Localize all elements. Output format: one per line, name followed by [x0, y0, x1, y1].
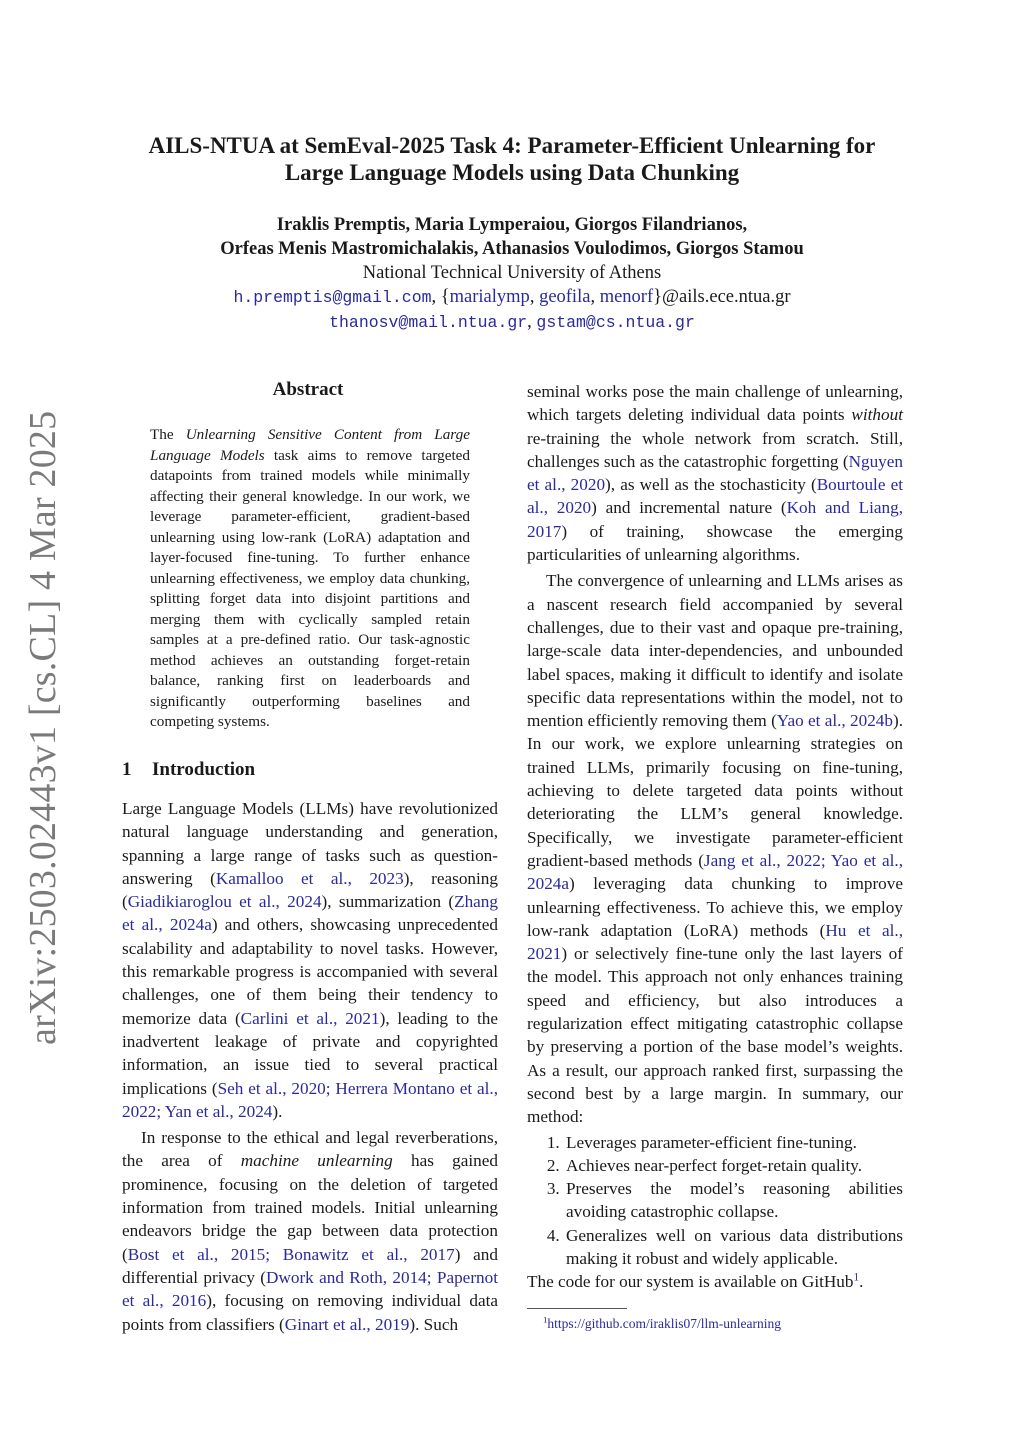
intro-paragraph-2	[122, 1126, 498, 1336]
citation-link[interactable]: Yao et al., 2024b	[776, 711, 893, 731]
email-link-premptis[interactable]: h.premptis@gmail.com	[233, 288, 432, 307]
email-sep: , {	[431, 287, 450, 307]
text-run: ). Such	[409, 1314, 459, 1334]
list-item: 4. Generalizes well on various data distributions making it robust and widely applicable.	[564, 1224, 903, 1271]
citation-link[interactable]: Bourtoule et al., 2020	[527, 475, 903, 518]
citation-link[interactable]: Kamalloo et al., 2023	[215, 868, 404, 888]
text-run: ). In our work, we explore unlearning strategies on trained LLMs, primarily focusing on fine-tuning, achieving to delete targeted data points without deteriorating the LLM’s general knowledge. Specifically, we investigate parameter-efficient gradient-based methods (	[527, 711, 904, 870]
text-run: The convergence of unlearning and LLMs arises as a nascent research field accompanied by several challenges, due to their vast and opaque pre-training, large-scale data inter-dependencies, and unbounded label spaces, making it difficult to identify and isolate specific data representations within the model, not to mention efficiently removing them (	[527, 571, 903, 731]
citation-link[interactable]: Dwork and Roth, 2014; Papernot et al., 2016	[122, 1267, 499, 1311]
text-run: ), focusing on removing individual data points from classifiers (	[122, 1291, 498, 1334]
abstract-task-name: Unlearning Sensitive Content from Large Language Models	[150, 426, 470, 464]
text-run: ) and incremental nature (	[591, 498, 787, 518]
citation-link[interactable]: Hu et al., 2021	[527, 920, 903, 964]
email-link-gstam[interactable]: gstam@cs.ntua.gr	[536, 313, 695, 332]
text-run: ) leveraging data chunking to improve unlearning effectiveness. To achieve this, we employ low-rank adaptation (LoRA) methods (	[527, 874, 903, 940]
list-item: 1. Leverages parameter-efficient fine-tuning.	[564, 1131, 903, 1154]
citation-link[interactable]: Nguyen et al., 2020	[527, 451, 903, 495]
citation-link[interactable]: Koh and Liang, 2017	[527, 498, 903, 541]
citation-link[interactable]: Carlini et al., 2021	[240, 1008, 380, 1028]
abstract-text: task aims to remove targeted datapoints from trained models while minimally affecting their general knowledge. In our work, we leverage parameter-efficient, gradient-based unlearning using low-rank (LoRA) adaptation and layer-focused fine-tuning. To further enhance unlearning effectiveness, we employ data chunking, splitting forget data into disjoint partitions and merging them with cyclically sampled retain samples at a pre-defined ratio. Our task-agnostic method achieves an outstanding forget-retain balance, ranking first on leaderboards and significantly outperforming baselines and competing systems.	[150, 446, 470, 730]
text-run: ), leading to the inadvertent leakage of private and copyrighted information, an issue tied to several practical implications (	[122, 1008, 498, 1098]
abstract-heading: Abstract	[272, 379, 344, 400]
emphasis: machine unlearning	[240, 1151, 393, 1171]
author-block	[90, 213, 934, 335]
intro-paragraph-4	[527, 569, 903, 1128]
footnote-marker[interactable]: 1	[853, 1271, 860, 1284]
emphasis: without	[851, 405, 903, 425]
citation-link[interactable]: Bost et al., 2015; Bonawitz et al., 2017	[127, 1244, 455, 1264]
citation-link[interactable]: Giadikiaroglou et al., 2024	[127, 892, 322, 912]
author-names-line-2: Orfeas Menis Mastromichalakis, Athanasios Voulodimos, Giorgos Stamou	[220, 239, 804, 259]
text-run: seminal works pose the main challenge of unlearning, which targets deleting individual data points	[527, 382, 903, 425]
citation-link[interactable]: Zhang et al., 2024a	[122, 892, 498, 935]
text-run: ), summarization (	[321, 892, 455, 912]
email-line-1	[90, 285, 934, 310]
contribution-list	[527, 1131, 903, 1271]
section-title: Introduction	[152, 759, 256, 780]
email-domain: }@ails.ece.ntua.gr	[653, 287, 791, 307]
footnote	[543, 1315, 781, 1333]
email-link-menorf[interactable]: menorf	[599, 287, 654, 307]
footnote-divider	[527, 1308, 627, 1309]
author-names-line-1: Iraklis Premptis, Maria Lymperaiou, Giorgos Filandrianos,	[276, 215, 748, 235]
text-run: .	[859, 1272, 864, 1292]
section-heading-introduction	[122, 758, 255, 782]
list-item: 3. Preserves the model’s reasoning abilities avoiding catastrophic collapse.	[564, 1177, 903, 1224]
text-run: ), as well as the stochasticity (	[605, 475, 817, 495]
email-link-marialymp[interactable]: marialymp	[449, 287, 530, 307]
text-run: ).	[272, 1101, 283, 1121]
right-column	[527, 380, 903, 1294]
abstract-text: The	[150, 426, 186, 443]
citation-link[interactable]: Ginart et al., 2019	[284, 1314, 410, 1334]
list-item: 2. Achieves near-perfect forget-retain quality.	[564, 1154, 903, 1177]
paper-title	[90, 132, 934, 186]
email-link-geofila[interactable]: geofila	[539, 287, 591, 307]
email-sep: ,	[529, 287, 540, 307]
github-link[interactable]: https://github.com/iraklis07/llm-unlearning	[547, 1316, 781, 1331]
text-run: has gained prominence, focusing on the deletion of targeted information from trained models. Initial unlearning endeavors bridge the gap between data protection (	[122, 1151, 498, 1264]
footnote-number: 1	[543, 1314, 548, 1325]
abstract-body	[150, 425, 470, 733]
title-line-1: AILS-NTUA at SemEval-2025 Task 4: Parameter-Efficient Unlearning for	[148, 133, 876, 158]
intro-paragraph-1	[122, 797, 498, 1123]
intro-paragraph-3	[527, 380, 903, 566]
citation-link[interactable]: Jang et al., 2022; Yao et al., 2024a	[527, 850, 903, 894]
affiliation: National Technical University of Athens	[362, 263, 662, 283]
text-run: Large Language Models (LLMs) have revolutionized natural language understanding and generation, spanning a large range of tasks such as question-answering (	[122, 799, 498, 888]
section-number: 1	[122, 759, 132, 780]
text-run: ) and others, showcasing unprecedented scalability and adaptability to novel tasks. However, this remarkable progress is accompanied with several challenges, one of them being their tendency to memorize data (	[122, 915, 498, 1028]
code-availability	[527, 1270, 903, 1293]
email-link-thanosv[interactable]: thanosv@mail.ntua.gr	[329, 313, 528, 332]
text-run: ) of training, showcase the emerging particularities of unlearning algorithms.	[527, 521, 903, 565]
text-run: ), reasoning (	[122, 868, 498, 912]
text-run: ) or selectively fine-tune only the last layers of the model. This approach not only enhances training speed and efficiency, but also introduces a regularization effect mitigating catastrophic collapse by preserving a portion of the base model’s weights. As a result, our approach ranked first, surpassing the second best by a large margin. In summary, our method:	[527, 944, 903, 1127]
text-run: ) and differential privacy (	[122, 1244, 498, 1287]
email-line-2	[90, 310, 934, 335]
title-line-2: Large Language Models using Data Chunking	[284, 160, 740, 185]
text-run: In response to the ethical and legal reverberations, the area of	[122, 1128, 498, 1171]
citation-link[interactable]: Seh et al., 2020; Herrera Montano et al., 2022; Yan et al., 2024	[122, 1078, 498, 1121]
left-column	[122, 797, 498, 1336]
text-run: The code for our system is available on GitHub	[527, 1272, 854, 1292]
text-run: re-training the whole network from scratch. Still, challenges such as the catastrophic forgetting (	[527, 428, 903, 471]
email-sep: ,	[590, 287, 600, 307]
arxiv-stamp: arXiv:2503.02443v1 [cs.CL] 4 Mar 2025	[22, 410, 64, 1045]
email-sep: ,	[527, 312, 537, 332]
